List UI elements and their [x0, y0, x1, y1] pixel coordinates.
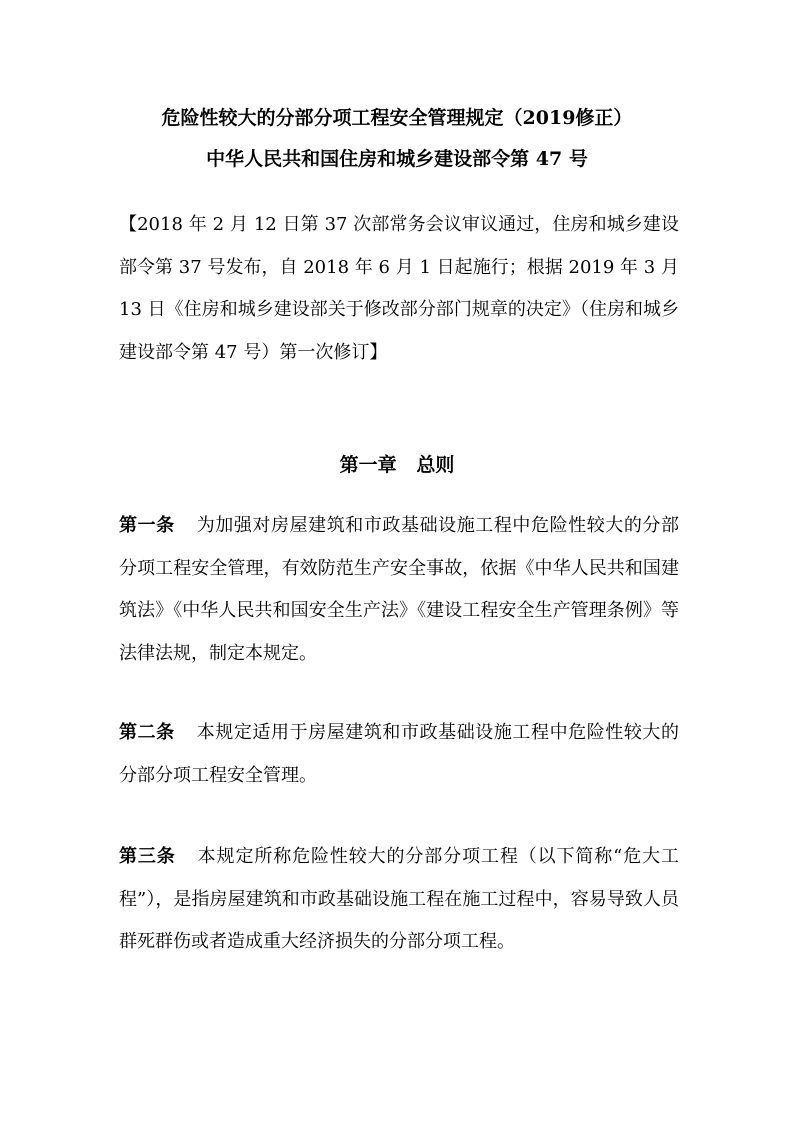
- chapter-heading: 第一章 总则: [339, 454, 455, 476]
- article-1: [119, 505, 679, 675]
- article-label: 第二条: [119, 722, 175, 743]
- document-subtitle: 中华人民共和国住房和城乡建设部令第 47 号: [206, 148, 588, 170]
- article-label: 第一条: [119, 515, 175, 536]
- document-title: 危险性较大的分部分项工程安全管理规定（2019修正）: [161, 107, 633, 129]
- article-text: 为加强对房屋建筑和市政基础设施工程中危险性较大的分部分项工程安全管理，有效防范生产安全事故，依据《中华人民共和国建筑法》《中华人民共和国安全生产法》《建设工程安全生产管理条例》等法律法规，制定本规定。: [119, 515, 680, 664]
- article-label: 第三条: [119, 846, 176, 867]
- article-text: 本规定所称危险性较大的分部分项工程（以下简称“危大工程”），是指房屋建筑和市政基础设施工程在施工过程中，容易导致人员群死群伤或者造成重大经济损失的分部分项工程。: [119, 846, 680, 952]
- revision-note: 【2018 年 2 月 12 日第 37 次部常务会议审议通过，住房和城乡建设部令第 37 号发布，自 2018 年 6 月 1 日起施行；根据 2019 年 3 月 13 日《住房和城乡建设部关于修改部分部门规章的决定》（住房和城乡建设部令第 47 号）第一次修订】: [119, 214, 679, 363]
- article-2: [119, 712, 679, 797]
- article-3: [119, 836, 679, 964]
- article-text: 本规定适用于房屋建筑和市政基础设施工程中危险性较大的分部分项工程安全管理。: [119, 722, 680, 786]
